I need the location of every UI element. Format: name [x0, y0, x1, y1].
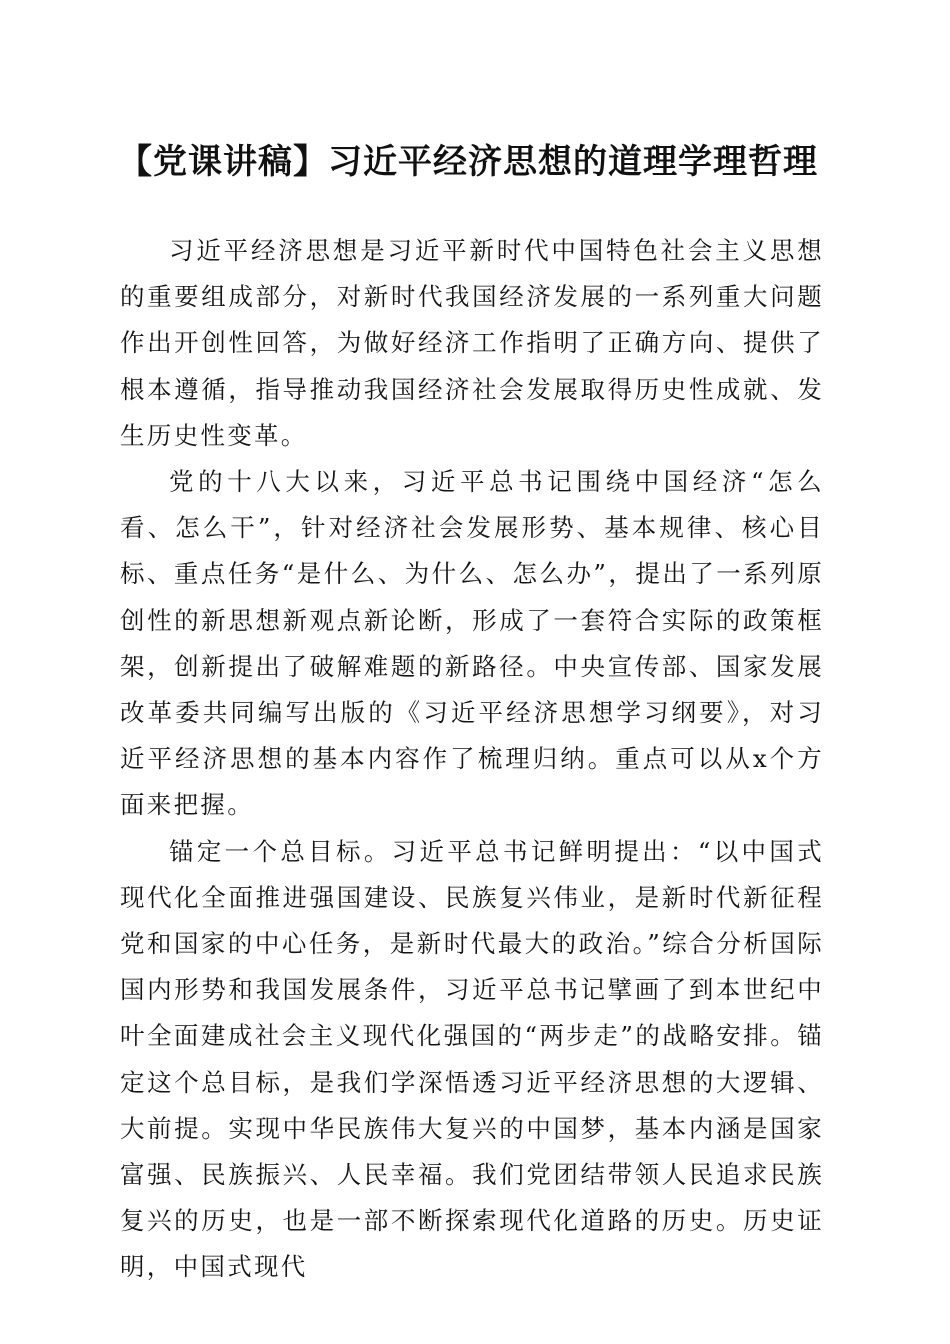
paragraph-2: 党的十八大以来，习近平总书记围绕中国经济“怎么看、怎么干”，针对经济社会发展形势、基本规律、核心目标、重点任务“是什么、为什么、怎么办”，提出了一系列原创性的新思想新观点新论断，形成了一套符合实际的政策框架，创新提出了破解难题的新路径。中央宣传部、国家发展改革委共同编写出版的《习近平经济思想学习纲要》，对习近平经济思想的基本内容作了梳理归纳。重点可以从x个方面来把握。	[120, 467, 824, 820]
document-title: 【党课讲稿】习近平经济思想的道理学理哲理	[118, 142, 818, 182]
paragraph-1: 习近平经济思想是习近平新时代中国特色社会主义思想的重要组成部分，对新时代我国经济发展的一系列重大问题作出开创性回答，为做好经济工作指明了正确方向、提供了根本遵循，指导推动我国经济社会发展取得历史性成就、发生历史性变革。	[120, 236, 824, 450]
document-body	[120, 228, 824, 1291]
paragraph-3: 锚定一个总目标。习近平总书记鲜明提出：“以中国式现代化全面推进强国建设、民族复兴伟业，是新时代新征程党和国家的中心任务，是新时代最大的政治。”综合分析国际国内形势和我国发展条件，习近平总书记擘画了到本世纪中叶全面建成社会主义现代化强国的“两步走”的战略安排。锚定这个总目标，是我们学深悟透习近平经济思想的大逻辑、大前提。实现中华民族伟大复兴的中国梦，基本内涵是国家富强、民族振兴、人民幸福。我们党团结带领人民追求民族复兴的历史，也是一部不断探索现代化道路的历史。历史证明，中国式现代	[120, 836, 824, 1282]
